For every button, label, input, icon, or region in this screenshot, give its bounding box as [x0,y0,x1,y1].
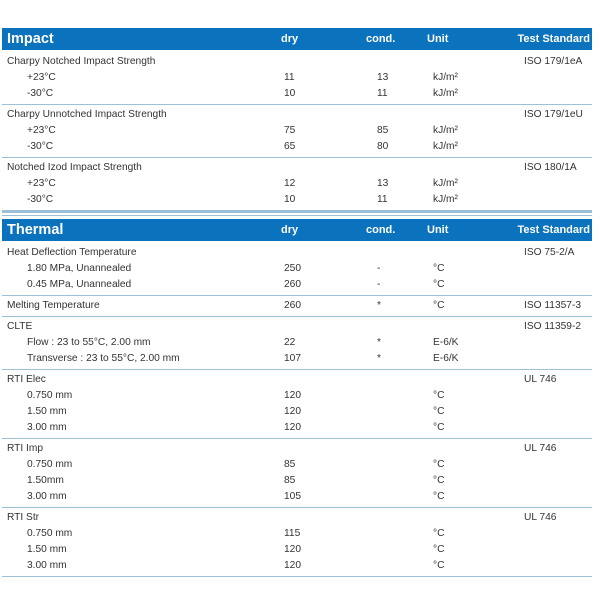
test-standard: ISO 179/1eA [524,56,583,67]
cond-value: 80 [377,141,389,152]
condition-label: 0.750 mm [27,390,73,401]
column-test-standard: Test Standard [517,224,590,236]
table-row [2,404,592,420]
unit: °C [433,263,445,274]
property-group [2,241,592,296]
table-row [2,86,592,102]
table-row [2,123,592,139]
condition-label: +23°C [27,178,56,189]
unit: °C [433,300,445,311]
dry-value: 120 [284,544,301,555]
unit: kJ/m² [433,72,458,83]
test-standard: ISO 75-2/A [524,247,575,258]
unit: E-6/K [433,337,459,348]
unit: kJ/m² [433,194,458,205]
condition-label: 0.45 MPa, Unannealed [27,279,132,290]
impact-header [2,28,592,50]
test-standard: ISO 180/1A [524,162,577,173]
cond-value: * [377,300,381,311]
dry-value: 85 [284,459,296,470]
cond-value: * [377,337,381,348]
condition-label: +23°C [27,72,56,83]
table-row [2,298,592,314]
dry-value: 120 [284,560,301,571]
table-row [2,335,592,351]
property-group [2,50,592,105]
thermal-header [2,219,592,241]
table-row [2,277,592,293]
condition-label: 1.80 MPa, Unannealed [27,263,132,274]
property-name: CLTE [7,321,33,332]
group-title-row [2,160,592,176]
dry-value: 11 [284,72,295,83]
unit: °C [433,544,445,555]
unit: kJ/m² [433,88,458,99]
property-name: Charpy Unnotched Impact Strength [7,109,167,120]
cond-value: 11 [377,88,388,99]
property-name: Notched Izod Impact Strength [7,162,142,173]
table-row [2,558,592,574]
group-title-row [2,510,592,526]
table-row [2,457,592,473]
condition-label: 1.50 mm [27,406,67,417]
column-cond: cond. [366,224,396,236]
cond-value: - [377,263,381,274]
group-title-row [2,372,592,388]
property-group [2,296,592,317]
group-title-row [2,245,592,261]
unit: °C [433,422,445,433]
condition-label: -30°C [27,194,54,205]
table-row [2,261,592,277]
table-row [2,388,592,404]
condition-label: 3.00 mm [27,560,67,571]
property-group [2,508,592,577]
column-dry: dry [281,224,299,236]
table-row [2,526,592,542]
table-row [2,176,592,192]
cond-value: 11 [377,194,388,205]
dry-value: 107 [284,353,301,364]
property-group [2,317,592,370]
cond-value: 13 [377,178,389,189]
dry-value: 85 [284,475,296,486]
test-standard: UL 746 [524,374,557,385]
test-standard: UL 746 [524,512,557,523]
column-dry: dry [281,33,299,45]
thermal-section [2,215,592,577]
cond-value: 13 [377,72,389,83]
dry-value: 105 [284,491,301,502]
condition-label: +23°C [27,125,56,136]
dry-value: 120 [284,422,301,433]
dry-value: 75 [284,125,296,136]
condition-label: Flow : 23 to 55°C, 2.00 mm [27,337,151,348]
property-name: Heat Deflection Temperature [7,247,137,258]
property-group [2,370,592,439]
unit: °C [433,491,445,502]
group-title-row [2,441,592,457]
dry-value: 120 [284,390,301,401]
test-standard: ISO 179/1eU [524,109,583,120]
section-title: Thermal [7,222,64,238]
unit: kJ/m² [433,141,458,152]
dry-value: 10 [284,88,296,99]
unit: °C [433,279,445,290]
column-cond: cond. [366,33,396,45]
table-row [2,542,592,558]
property-name: Charpy Notched Impact Strength [7,56,156,67]
condition-label: 1.50 mm [27,544,67,555]
dry-value: 65 [284,141,296,152]
unit: °C [433,475,445,486]
condition-label: 1.50mm [27,475,64,486]
unit: kJ/m² [433,125,458,136]
property-group [2,105,592,158]
table-row [2,70,592,86]
table-row [2,192,592,208]
condition-label: -30°C [27,88,54,99]
unit: °C [433,528,445,539]
property-name: RTI Str [7,512,40,523]
cond-value: 85 [377,125,389,136]
table-row [2,139,592,155]
dry-value: 120 [284,406,301,417]
test-standard: UL 746 [524,443,557,454]
condition-label: 3.00 mm [27,491,67,502]
condition-label: 3.00 mm [27,422,67,433]
unit: kJ/m² [433,178,458,189]
unit: E-6/K [433,353,459,364]
property-name: RTI Imp [7,443,44,454]
group-title-row [2,107,592,123]
table-row [2,420,592,436]
column-test-standard: Test Standard [517,33,590,45]
dry-value: 10 [284,194,296,205]
dry-value: 22 [284,337,296,348]
dry-value: 260 [284,279,301,290]
dry-value: 115 [284,528,301,539]
unit: °C [433,390,445,401]
impact-section [2,28,592,213]
group-title-row [2,319,592,335]
table-row [2,351,592,367]
column-unit: Unit [427,33,449,45]
property-group [2,439,592,508]
table-row [2,473,592,489]
unit: °C [433,406,445,417]
unit: °C [433,459,445,470]
condition-label: Transverse : 23 to 55°C, 2.00 mm [27,353,180,364]
group-title-row [2,54,592,70]
cond-value: * [377,353,381,364]
dry-value: 12 [284,178,296,189]
property-group [2,158,592,213]
test-standard: ISO 11357-3 [524,300,582,311]
condition-label: -30°C [27,141,54,152]
property-name: RTI Elec [7,374,46,385]
dry-value: 250 [284,263,301,274]
condition-label: 0.750 mm [27,528,73,539]
unit: °C [433,560,445,571]
test-standard: ISO 11359-2 [524,321,582,332]
property-name: Melting Temperature [7,300,100,311]
table-row [2,489,592,505]
section-title: Impact [7,31,54,47]
dry-value: 260 [284,300,301,311]
column-unit: Unit [427,224,449,236]
condition-label: 0.750 mm [27,459,73,470]
cond-value: - [377,279,381,290]
